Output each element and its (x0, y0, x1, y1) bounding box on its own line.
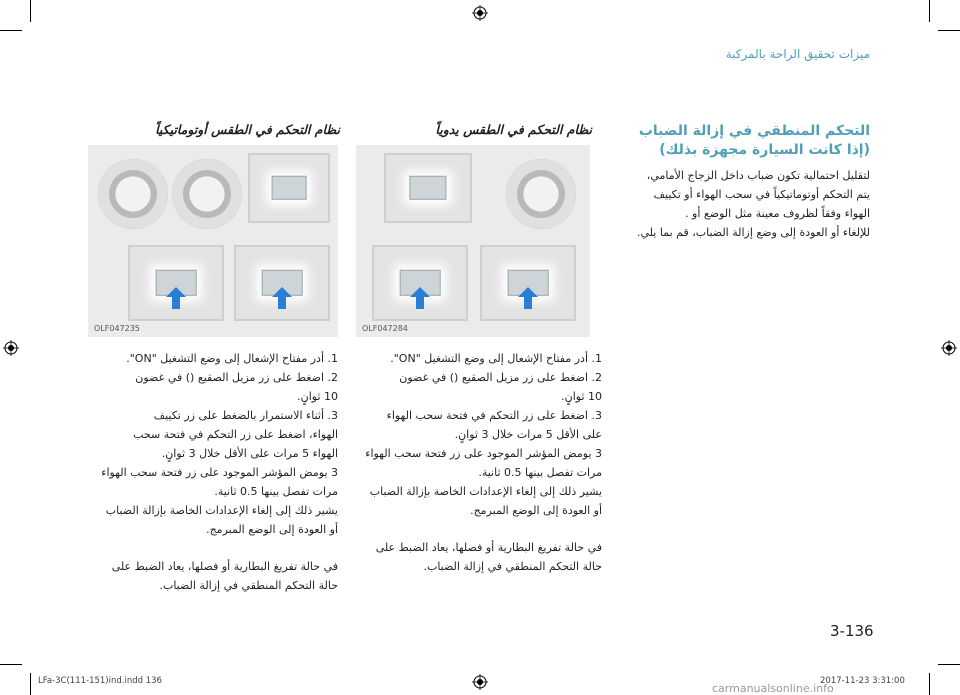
press-arrow-icon (518, 287, 538, 309)
note-line: في حالة تفريغ البطارية أو فصلها، يعاد الضبط على (375, 541, 602, 554)
note-line: حالة التحكم المنطقي في إزالة الضباب. (159, 579, 338, 592)
step-line: 2. اضغط على زر مزيل الصقيع () في غضون (135, 371, 338, 384)
auto-climate-title: نظام التحكم في الطقس أوتوماتيكياً (155, 122, 340, 137)
step-line: الهواء 5 مرات على الأقل خلال 3 ثوانٍ. (161, 447, 338, 460)
press-arrow-icon (410, 287, 430, 309)
auto-climate-steps (88, 349, 338, 595)
step-line: 1. أدر مفتاح الإشعال إلى وضع التشغيل "ON". (126, 352, 338, 365)
footer-file: LFa-3C(111-151)ind.indd 136 (38, 676, 162, 686)
registration-mark-icon (472, 5, 488, 21)
crop-mark (929, 0, 930, 22)
registration-mark-icon (941, 340, 957, 356)
manual-climate-title: نظام التحكم في الطقس يدوياً (435, 122, 592, 137)
step-line: يشير ذلك إلى إلغاء الإعدادات الخاصة بإزالة الضباب (105, 504, 338, 517)
footer-date: 2017-11-23 3:31:00 (820, 676, 905, 686)
recirculation-button-panel (384, 153, 472, 223)
registration-mark-icon (472, 674, 488, 690)
step-line: أو العودة إلى الوضع المبرمج. (206, 523, 338, 536)
title-line-2: (إذا كانت السيارة مجهزة بذلك) (659, 142, 870, 158)
crop-mark (938, 30, 960, 31)
crop-mark (0, 30, 22, 31)
recirculation-press-panel (234, 245, 330, 321)
registration-mark-icon (3, 340, 19, 356)
step-line: أو العودة إلى الوضع المبرمج. (470, 504, 602, 517)
climate-knob-icon (172, 159, 242, 229)
crop-mark (30, 673, 31, 695)
step-line: 10 ثوانٍ. (297, 390, 338, 403)
defrost-button-panel (128, 245, 224, 321)
step-line: 3 يومض المؤشر الموجود على زر فتحة سحب الهواء (365, 447, 602, 460)
body-line: يتم التحكم أوتوماتيكياً في سحب الهواء أو تكييف (653, 188, 870, 201)
photo-code: OLF047284 (362, 324, 408, 333)
manual-climate-photo (356, 145, 590, 337)
recirculation-press-panel (480, 245, 576, 321)
recirculation-button-panel (248, 153, 330, 223)
step-line: يشير ذلك إلى إلغاء الإعدادات الخاصة بإزالة الضباب (369, 485, 602, 498)
body-line: الهواء وفقاً لظروف معينة مثل الوضع أو . (685, 207, 870, 220)
body-line: للإلغاء أو العودة إلى وضع إزالة الضباب، قم بما يلي. (637, 226, 870, 239)
logic-defog-title (605, 122, 870, 160)
step-line: 3. أثناء الاستمرار بالضغط على زر تكييف (153, 409, 338, 422)
press-arrow-icon (166, 287, 186, 309)
step-line: 3 يومض المؤشر الموجود على زر فتحة سحب الهواء (101, 466, 338, 479)
step-line: مرات تفصل بينها 0.5 ثانية. (214, 485, 338, 498)
step-line: 3. اضغط على زر التحكم في فتحة سحب الهواء (386, 409, 602, 422)
watermark: carmanualsonline.info (712, 682, 834, 695)
crop-mark (938, 664, 960, 665)
step-line: الهواء، اضغط على زر التحكم في فتحة سحب (133, 428, 338, 441)
section-header: ميزات تحقيق الراحة بالمركبة (725, 47, 870, 61)
logic-defog-body (605, 166, 870, 242)
crop-mark (0, 664, 22, 665)
step-line: 2. اضغط على زر مزيل الصقيع () في غضون (399, 371, 602, 384)
press-arrow-icon (272, 287, 292, 309)
climate-knob-icon (98, 159, 168, 229)
step-line: 10 ثوانٍ. (561, 390, 602, 403)
note-line: حالة التحكم المنطقي في إزالة الضباب. (423, 560, 602, 573)
manual-climate-steps (352, 349, 602, 576)
crop-mark (30, 0, 31, 22)
step-line: على الأقل 5 مرات خلال 3 ثوانٍ. (454, 428, 602, 441)
body-line: لتقليل احتمالية تكون ضباب داخل الزجاج الأمامي، (646, 169, 870, 182)
step-line: مرات تفصل بينها 0.5 ثانية. (478, 466, 602, 479)
climate-knob-icon (506, 159, 576, 229)
photo-code: OLF047235 (94, 324, 140, 333)
page-number: 3-136 (830, 622, 874, 640)
note-line: في حالة تفريغ البطارية أو فصلها، يعاد الضبط على (111, 560, 338, 573)
auto-climate-photo (88, 145, 338, 337)
defrost-button-panel (372, 245, 468, 321)
step-line: 1. أدر مفتاح الإشعال إلى وضع التشغيل "ON". (390, 352, 602, 365)
crop-mark (929, 673, 930, 695)
title-line-1: التحكم المنطقي في إزالة الضباب (638, 123, 870, 139)
